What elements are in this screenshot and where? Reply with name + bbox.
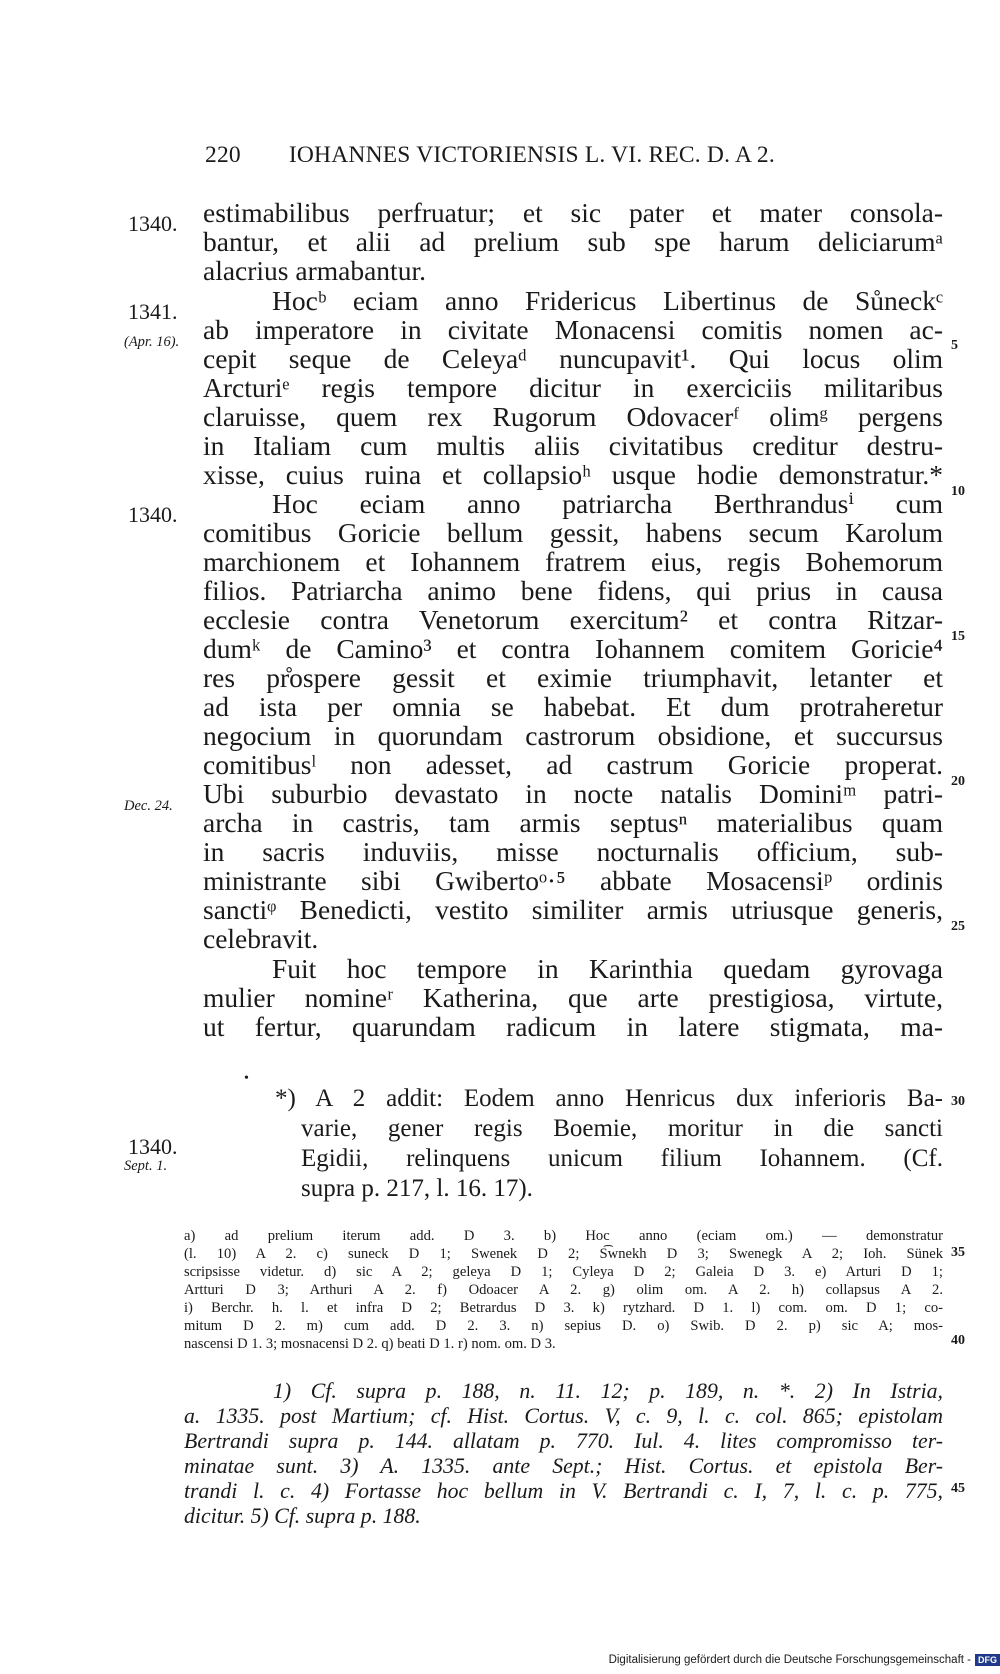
- running-title: IOHANNES VICTORIENSIS L. VI. REC. D. A 2.: [288, 142, 775, 168]
- margin-date: 1340.: [128, 211, 178, 236]
- text-line: ut fertur, quarundam radicum in latere stigmata, ma-: [203, 1011, 943, 1042]
- margin-date: (Apr. 16).: [124, 334, 180, 350]
- running-header: [205, 142, 775, 169]
- text-line: ministrante sibi Gwibertoᵒ·⁵ abbate Mosacensiᵖ ordinis: [203, 865, 943, 896]
- text-line: Hoc eciam anno patriarcha Berthrandusⁱ cum: [272, 488, 943, 519]
- text-line: archa in castris, tam armis septusⁿ materialibus quam: [203, 807, 943, 838]
- line-number: 40: [951, 1333, 965, 1348]
- apparatus-line: nascensi D 1. 3; mosnacensi D 2. q) beati D 1. r) nom. om. D 3.: [184, 1336, 556, 1352]
- text-line: ad ista per omnia se habebat. Et dum protraheretur: [203, 691, 943, 722]
- text-line: cepit seque de Celeyaᵈ nuncupavit¹. Qui locus olim: [203, 343, 943, 374]
- addition-line: *) A 2 addit: Eodem anno Henricus dux inferioris Ba-: [275, 1085, 943, 1112]
- reference-line: dicitur. 5) Cf. supra p. 188.: [184, 1504, 421, 1528]
- line-number: 30: [951, 1094, 965, 1109]
- page-number: 220: [205, 142, 241, 168]
- line-number: 25: [951, 919, 965, 934]
- text-line: in sacris induviis, misse nocturnalis officium, sub-: [203, 836, 943, 867]
- text-line: Hocᵇ eciam anno Fridericus Libertinus de Sůneckᶜ: [272, 285, 943, 316]
- apparatus-line: scripsisse videtur. d) sic A 2; geleya D 1; Cyleya D 2; Galeia D 3. e) Arturi D 1;: [184, 1264, 943, 1280]
- text-line: xisse, cuius ruina et collapsioʰ usque hodie demonstratur.*: [203, 459, 943, 490]
- margin-date: Dec. 24.: [124, 798, 173, 814]
- text-line: Ubi suburbio devastato in nocte natalis Dominiᵐ patri-: [203, 778, 943, 809]
- text-line: ab imperatore in civitate Monacensi comitis nomen ac-: [203, 314, 943, 345]
- text-line: in Italiam cum multis aliis civitatibus creditur destru-: [203, 430, 943, 461]
- text-line: res pr̊ospere gessit et eximie triumphavit, letanter et: [203, 662, 943, 693]
- line-number: 35: [951, 1245, 965, 1260]
- line-number: 15: [951, 629, 965, 644]
- text-line: claruisse, quem rex Rugorum Odovacerᶠ olimᵍ pergens: [203, 401, 943, 432]
- apparatus-line: (l. 10) A 2. c) suneck D 1; Swenek D 2; S͡wnekh D 3; Swenegk A 2; Ioh. Sünek: [184, 1246, 943, 1262]
- dfg-logo: DFG: [975, 1654, 1000, 1666]
- apparatus-line: mitum D 2. m) cum add. D 2. 3. n) sepius D. o) Swib. D 2. p) sic A; mos-: [184, 1318, 943, 1334]
- text-line: sanctiᵠ Benedicti, vestito similiter armis utriusque generis,: [203, 894, 943, 925]
- reference-line: a. 1335. post Martium; cf. Hist. Cortus. V, c. 9, l. c. col. 865; epistolam: [184, 1404, 943, 1428]
- text-line: comitibus Goricie bellum gessit, habens secum Karolum: [203, 517, 943, 548]
- margin-date: 1341.: [128, 299, 178, 324]
- addition-line: supra p. 217, l. 16. 17).: [301, 1175, 533, 1202]
- text-line: mulier nomineʳ Katherina, que arte prestigiosa, virtute,: [203, 982, 943, 1013]
- reference-line: minatae sunt. 3) A. 1335. ante Sept.; Hist. Cortus. et epistola Ber-: [184, 1454, 943, 1478]
- text-line: estimabilibus perfruatur; et sic pater et mater consola-: [203, 197, 943, 228]
- text-line: bantur, et alii ad prelium sub spe harum deliciarumᵃ: [203, 226, 943, 257]
- text-line: Arcturiᵉ regis tempore dicitur in exerciciis militaribus: [203, 372, 943, 403]
- text-line: negocium in quorundam castrorum obsidione, et succursus: [203, 720, 943, 751]
- line-number: 10: [951, 484, 965, 499]
- addition-line: Egidii, relinquens unicum filium Iohannem. (Cf.: [301, 1145, 943, 1172]
- apparatus-line: i) Berchr. h. l. et infra D 2; Betrardus D 3. k) rytzhard. D 1. l) com. om. D 1; co-: [184, 1300, 943, 1316]
- text-line: celebravit.: [203, 923, 319, 954]
- text-line: marchionem et Iohannem fratrem eius, regis Bohemorum: [203, 546, 943, 577]
- margin-date: Sept. 1.: [124, 1158, 168, 1174]
- margin-date: 1340.: [128, 1134, 178, 1159]
- text-line: alacrius armabantur.: [203, 255, 426, 286]
- text-line: dumᵏ de Camino³ et contra Iohannem comitem Goricie⁴: [203, 633, 943, 664]
- line-number: 20: [951, 774, 965, 789]
- text-line: comitibusˡ non adesset, ad castrum Goricie properat.: [203, 749, 943, 780]
- apparatus-line: a) ad prelium iterum add. D 3. b) Hoc anno (eciam om.) — demonstratur: [184, 1228, 943, 1244]
- footer-text: Digitalisierung gefördert durch die Deutsche Forschungsgemeinschaft -: [608, 1654, 971, 1666]
- line-number: 5: [951, 338, 958, 353]
- text-line: ecclesie contra Venetorum exercitum² et contra Ritzar-: [203, 604, 943, 635]
- print-mark: •: [244, 1071, 249, 1086]
- digitization-footer: [609, 1654, 1000, 1666]
- margin-date: 1340.: [128, 502, 178, 527]
- reference-line: 1) Cf. supra p. 188, n. 11. 12; p. 189, n. *. 2) In Istria,: [273, 1379, 943, 1403]
- text-line: Fuit hoc tempore in Karinthia quedam gyrovaga: [272, 953, 943, 984]
- reference-line: trandi l. c. 4) Fortasse hoc bellum in V. Bertrandi c. I, 7, l. c. p. 775,: [184, 1479, 943, 1503]
- reference-line: Bertrandi supra p. 144. allatam p. 770. Iul. 4. lites compromisso ter-: [184, 1429, 943, 1453]
- line-number: 45: [951, 1481, 965, 1496]
- addition-line: varie, gener regis Boemie, moritur in die sancti: [301, 1115, 943, 1142]
- text-line: filios. Patriarcha animo bene fidens, qui prius in causa: [203, 575, 943, 606]
- apparatus-line: Artturi D 3; Arthuri A 2. f) Odoacer A 2. g) olim om. A 2. h) collapsus A 2.: [184, 1282, 943, 1298]
